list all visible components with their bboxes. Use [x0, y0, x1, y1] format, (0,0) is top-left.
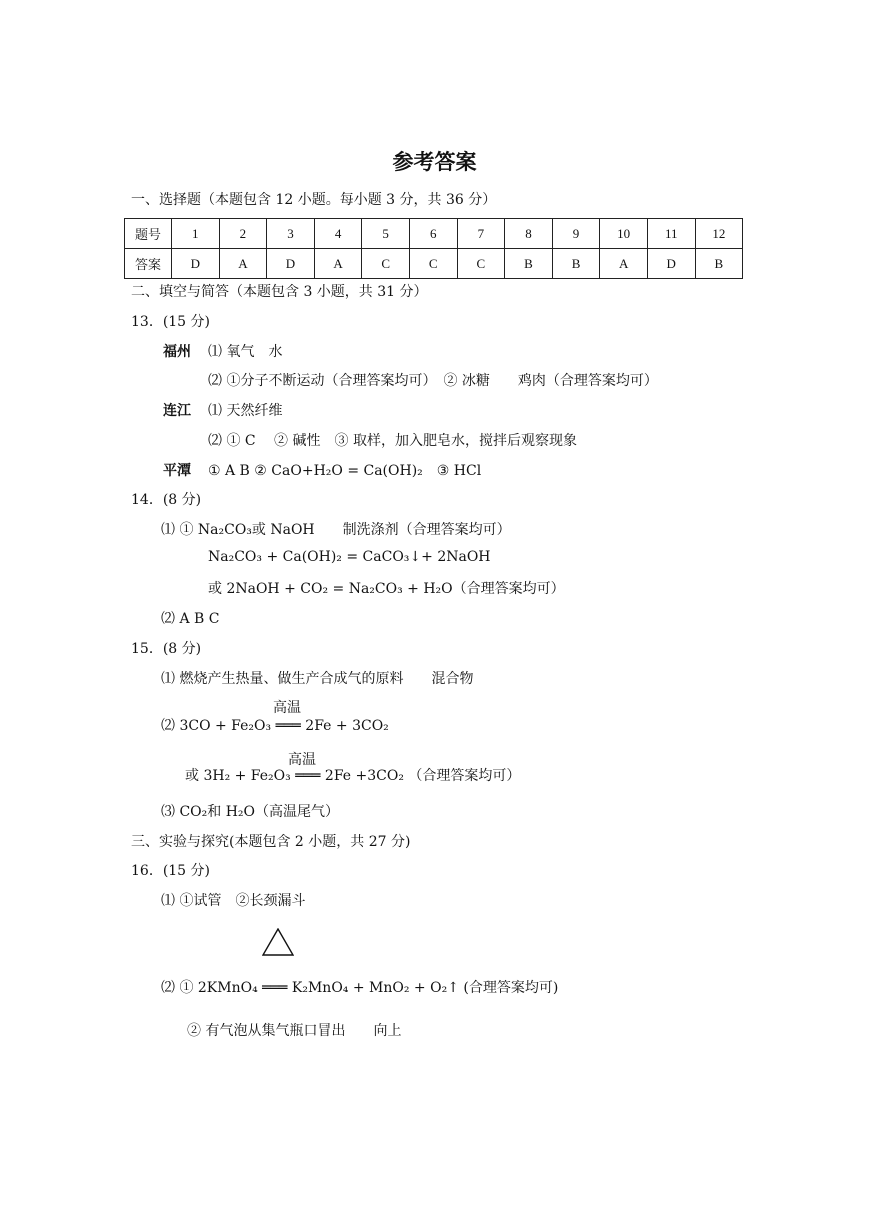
answer-cell: D	[647, 249, 695, 279]
q14-line-2: Na₂CO₃ + Ca(OH)₂ = CaCO₃↓+ 2NaOH	[208, 549, 491, 565]
q13-lianjiang-1: ⑴ 天然纤维	[208, 403, 283, 419]
question-number-cell: 4	[314, 219, 362, 249]
q13-lianjiang-2: ⑵ ① C ② 碱性 ③ 取样，加入肥皂水，搅拌后观察现象	[208, 433, 577, 449]
q14-line-3: 或 2NaOH + CO₂ = Na₂CO₃ + H₂O（合理答案均可）	[208, 581, 565, 597]
q15-equation-2: 或 3H₂ + Fe₂O₃ ═══ 2Fe +3CO₂ （合理答案均可）	[185, 768, 521, 784]
q16-equation: ⑵ ① 2KMnO₄ ═══ K₂MnO₄ + MnO₂ + O₂↑ (合理答案均可)	[161, 980, 559, 996]
table-row	[125, 219, 743, 249]
q16-heading: 16．(15 分)	[131, 863, 211, 879]
section-3-heading: 三、实验与探究(本题包含 2 小题，共 27 分)	[131, 834, 411, 850]
question-number-cell: 5	[362, 219, 410, 249]
question-number-cell: 11	[647, 219, 695, 249]
q15-condition-1: 高温	[273, 700, 301, 716]
answer-cell: A	[219, 249, 267, 279]
q15-equation-1: ⑵ 3CO + Fe₂O₃ ═══ 2Fe + 3CO₂	[161, 718, 389, 734]
q15-condition-2: 高温	[288, 752, 316, 768]
q15-line-3: ⑶ CO₂和 H₂O（高温尾气）	[161, 804, 340, 820]
answer-cell: C	[457, 249, 505, 279]
q14-heading: 14．(8 分)	[131, 492, 202, 508]
question-number-cell: 9	[552, 219, 600, 249]
region-label-lianjiang: 连江	[163, 403, 191, 419]
answer-cell: C	[409, 249, 457, 279]
q16-line-3: ② 有气泡从集气瓶口冒出 向上	[187, 1023, 402, 1039]
answer-cell: D	[172, 249, 220, 279]
q16-line-1: ⑴ ①试管 ②长颈漏斗	[161, 893, 306, 909]
answer-cell: B	[695, 249, 743, 279]
answer-cell: C	[362, 249, 410, 279]
q15-line-1: ⑴ 燃烧产生热量、做生产合成气的原料 混合物	[161, 671, 474, 687]
row-label-question: 题号	[125, 219, 172, 249]
page-title: 参考答案	[392, 150, 477, 174]
question-number-cell: 2	[219, 219, 267, 249]
question-number-cell: 8	[505, 219, 553, 249]
q13-fuzhou-2: ⑵ ①分子不断运动（合理答案均可） ② 冰糖 鸡肉（合理答案均可）	[208, 373, 658, 389]
row-label-answer: 答案	[125, 249, 172, 279]
q13-fuzhou-1: ⑴ 氧气 水	[208, 344, 283, 360]
question-number-cell: 10	[600, 219, 648, 249]
answer-cell: B	[505, 249, 553, 279]
section-1-heading: 一、选择题（本题包含 12 小题。每小题 3 分，共 36 分）	[131, 192, 497, 208]
region-label-fuzhou: 福州	[163, 344, 191, 360]
question-number-cell: 12	[695, 219, 743, 249]
question-number-cell: 6	[409, 219, 457, 249]
question-number-cell: 3	[267, 219, 315, 249]
question-number-cell: 1	[172, 219, 220, 249]
answer-cell: D	[267, 249, 315, 279]
q13-pingtan-1: ① A B ② CaO+H₂O = Ca(OH)₂ ③ HCl	[208, 463, 482, 479]
question-number-cell: 7	[457, 219, 505, 249]
q13-heading: 13．(15 分)	[131, 314, 211, 330]
heating-triangle-icon	[262, 928, 294, 956]
answer-cell: B	[552, 249, 600, 279]
region-label-pingtan: 平潭	[163, 463, 191, 479]
table-row	[125, 249, 743, 279]
q14-line-1: ⑴ ① Na₂CO₃或 NaOH 制洗涤剂（合理答案均可）	[161, 522, 511, 538]
answer-cell: A	[314, 249, 362, 279]
answer-cell: A	[600, 249, 648, 279]
q15-heading: 15．(8 分)	[131, 641, 202, 657]
q14-line-4: ⑵ A B C	[161, 611, 220, 627]
section-2-heading: 二、填空与简答（本题包含 3 小题，共 31 分）	[131, 284, 428, 300]
answer-table	[124, 218, 743, 279]
